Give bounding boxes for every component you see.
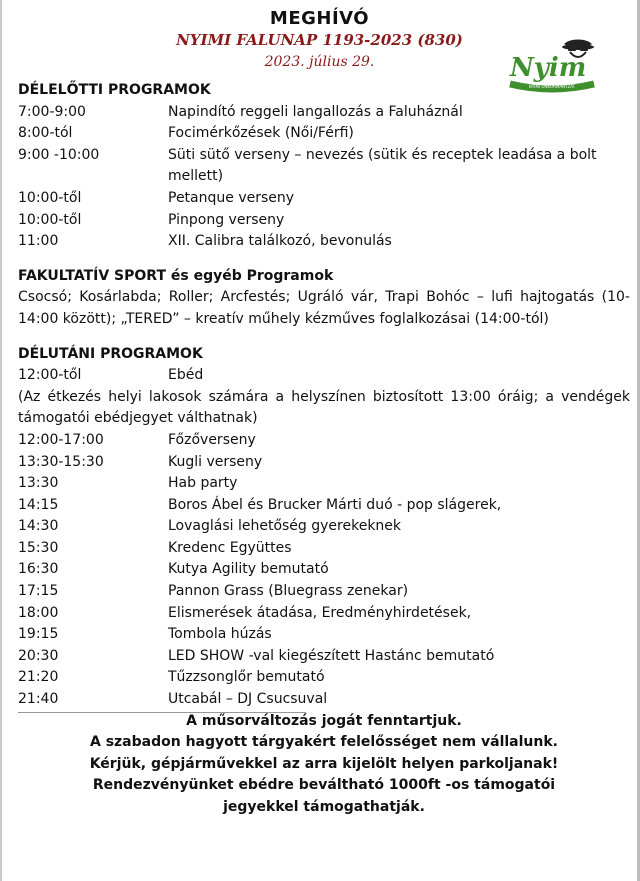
item-time: 11:00 [18, 233, 59, 250]
closing-line: A szabadon hagyott tárgyakért felelősséget nem vállalunk. [89, 734, 558, 751]
list-item [18, 646, 630, 668]
list-item [18, 516, 630, 538]
item-desc: XII. Calibra találkozó, bevonulás [168, 233, 392, 250]
item-desc: Petanque verseny [168, 189, 295, 206]
item-desc: Focimérkőzések (Női/Férfi) [168, 125, 354, 142]
item-desc: Tombola húzás [168, 626, 272, 643]
item-time: 20:30 [18, 647, 59, 664]
closing-line: Kérjük, gépjárművekkel az arra kijelölt helyen parkoljanak! [89, 755, 559, 772]
event-subtitle: NYIMI FALUNAP 1193-2023 (830) [176, 31, 463, 49]
spacer [18, 253, 630, 266]
item-desc: Elismerések átadása, Eredményhirdetések, [168, 604, 472, 621]
optional-section-title: FAKULTATÍV SPORT és egyéb Programok [18, 267, 334, 284]
item-desc: Hab party [168, 475, 238, 492]
closing-notes [18, 711, 630, 819]
afternoon-list [18, 430, 630, 711]
item-time: 13:30 [18, 475, 59, 492]
list-item [18, 538, 630, 560]
item-time: 19:15 [18, 626, 59, 643]
list-item [18, 452, 630, 474]
item-desc: Napindító reggeli langallozás a Faluháznál [168, 103, 463, 120]
item-time: 16:30 [18, 561, 59, 578]
list-item [18, 559, 630, 581]
item-desc: LED SHOW -val kiegészített Hastánc bemutató [168, 647, 495, 664]
spacer [18, 331, 630, 344]
list-item [18, 581, 630, 603]
item-time: 15:30 [18, 539, 59, 556]
item-time: 13:30-15:30 [18, 453, 104, 470]
item-desc: Lovaglási lehetőség gyerekeknek [168, 518, 402, 535]
list-item [18, 667, 630, 689]
item-desc: Utcabál – DJ Csucsuval [168, 691, 328, 708]
divider [18, 712, 306, 713]
list-item [18, 430, 630, 452]
event-date: 2023. július 29. [264, 54, 375, 70]
item-desc: Ebéd [168, 367, 204, 384]
program-content [18, 80, 630, 819]
logo-small-text: NYIMI ÖNKORMÁNYZAT [528, 84, 576, 89]
closing-line: Rendezvényünket ebédre beváltható 1000ft -os támogatói jegyekkel támogathatják. [92, 777, 556, 815]
item-time: 10:00-től [18, 189, 82, 206]
item-time: 12:00-től [18, 367, 82, 384]
logo-text: Nyim [510, 53, 587, 83]
closing-line: A műsorváltozás jogát fenntartjuk. [186, 712, 462, 729]
item-desc: Pannon Grass (Bluegrass zenekar) [168, 583, 409, 600]
item-desc: Tűzzsonglőr bemutató [168, 669, 325, 686]
item-desc: Süti sütő verseny – nevezés (sütik és receptek leadása a bolt mellett) [168, 146, 597, 185]
list-item [18, 188, 630, 210]
morning-list [18, 102, 630, 253]
item-time: 18:00 [18, 604, 59, 621]
list-item [18, 473, 630, 495]
item-desc: Boros Ábel és Brucker Márti duó - pop slágerek, [168, 496, 502, 513]
list-item [18, 495, 630, 517]
item-desc: Kugli verseny [168, 453, 263, 470]
item-time: 14:30 [18, 518, 59, 535]
list-item [18, 365, 630, 387]
item-time: 10:00-től [18, 211, 82, 228]
item-time: 9:00 -10:00 [18, 146, 100, 163]
list-item [18, 102, 630, 124]
item-desc: Pinpong verseny [168, 211, 285, 228]
afternoon-section-title: DÉLUTÁNI PROGRAMOK [18, 345, 203, 362]
page-title: MEGHÍVÓ [269, 8, 370, 29]
item-time: 17:15 [18, 583, 59, 600]
lunch-note: (Az étkezés helyi lakosok számára a helyszínen biztosított 13:00 óráig; a vendégek támogatói ebédjegyet válthatnak) [18, 388, 630, 427]
optional-programs-text: Csocsó; Kosárlabda; Roller; Arcfestés; Ugráló vár, Trapi Bohóc – lufi hajtogatás (10-14:00 között); „TERED” – kreatív műhely kézműves foglalkozásai (14:00-tól) [18, 289, 630, 327]
item-desc: Kredenc Együttes [168, 539, 292, 556]
list-item [18, 145, 630, 188]
item-time: 7:00-9:00 [18, 103, 86, 120]
item-desc: Főzőverseny [168, 431, 256, 448]
list-item [18, 689, 630, 711]
item-time: 21:40 [18, 691, 59, 708]
list-item [18, 603, 630, 625]
item-time: 12:00-17:00 [18, 431, 104, 448]
list-item [18, 123, 630, 145]
item-time: 14:15 [18, 496, 59, 513]
morning-section-title: DÉLELŐTTI PROGRAMOK [18, 82, 211, 98]
list-item [18, 231, 630, 253]
item-time: 8:00-tól [18, 125, 73, 142]
item-time: 21:20 [18, 669, 59, 686]
item-desc: Kutya Agility bemutató [168, 561, 329, 578]
list-item [18, 624, 630, 646]
list-item [18, 210, 630, 232]
